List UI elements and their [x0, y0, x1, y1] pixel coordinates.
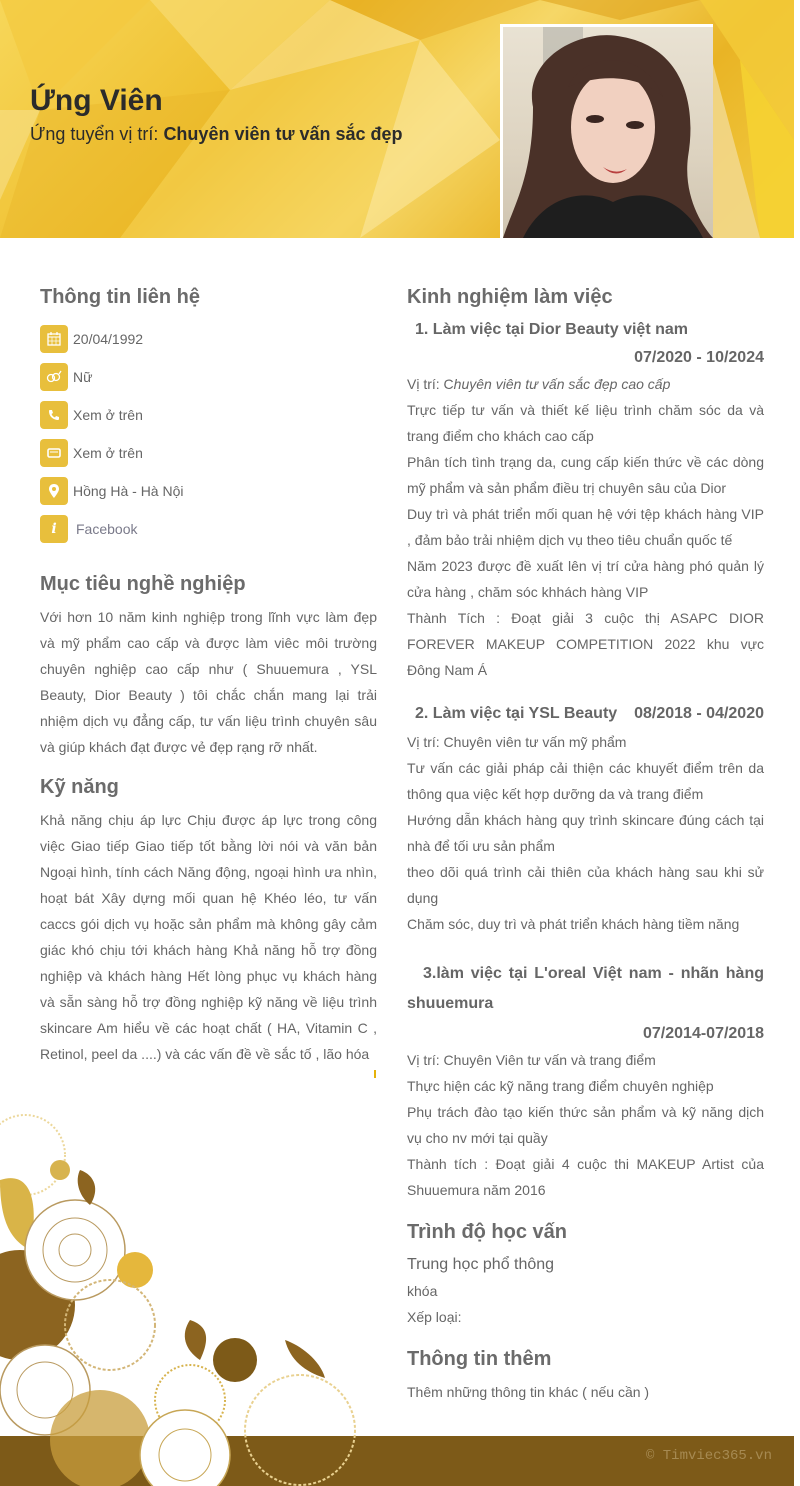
- info-icon: i: [40, 515, 68, 543]
- job-date: 07/2014-07/2018: [643, 1025, 764, 1042]
- contact-facebook: [40, 515, 377, 543]
- contact-phone: [40, 401, 377, 429]
- job-entry: [407, 959, 764, 1203]
- job-line: theo dõi quá trình cải thiên của khách hàng sau khi sử dụng: [407, 864, 764, 906]
- job-position-prefix: Vị trí: C: [407, 376, 454, 392]
- job-position-italic: huyên viên tư vấn sắc đẹp cao cấp: [453, 376, 671, 392]
- calendar-icon: [40, 325, 68, 353]
- job-position: Vị trí: Chuyên viên tư vấn mỹ phẩm: [407, 734, 627, 750]
- contact-email: [40, 439, 377, 467]
- decorative-tick: [374, 1070, 376, 1078]
- education-course: khóa: [407, 1283, 438, 1299]
- gender-icon: [40, 363, 68, 391]
- job-line: Chăm sóc, duy trì và phát triển khách hàng tiềm năng: [407, 916, 740, 932]
- email-value: Xem ở trên: [73, 445, 143, 461]
- applied-position-label: Ứng tuyển vị trí:: [30, 124, 164, 144]
- job-date: 07/2020 - 10/2024: [634, 349, 764, 366]
- objective-section-title: Mục tiêu nghề nghiệp: [40, 573, 246, 595]
- right-column: [407, 286, 764, 1405]
- job-line: Thành Tích : Đoạt giải 3 cuộc thị ASAPC DIOR FOREVER MAKEUP COMPETITION 2022 khu vực Đông Nam Á: [407, 610, 764, 678]
- avatar: [500, 24, 713, 238]
- copyright-text: © Timviec365.vn: [645, 1448, 772, 1464]
- skills-section-title: Kỹ năng: [40, 776, 119, 798]
- profile-photo: [503, 27, 713, 238]
- extra-text: Thêm những thông tin khác ( nếu cần ): [407, 1384, 650, 1400]
- job-title: 1. Làm việc tại Dior Beauty việt nam: [415, 321, 688, 338]
- left-column: [40, 286, 377, 1067]
- job-entry: [407, 705, 764, 937]
- job-line: Năm 2023 được đề xuất lên vị trí cửa hàng phó quản lý cửa hàng , chăm sóc khhách hàng VIP: [407, 558, 764, 600]
- job-title: 2. Làm việc tại YSL Beauty: [415, 705, 618, 722]
- portrait-illustration: [503, 27, 713, 238]
- contact-list: [40, 325, 377, 543]
- phone-value: Xem ở trên: [73, 407, 143, 423]
- skills-text: Khả năng chịu áp lực Chịu được áp lực trong công việc Giao tiếp Giao tiếp tốt bằng lời nói và văn bản Ngoại hình, tính cách Năng động, ngoại hình ưa nhìn, hoạt bát Xây dựng mối quan hệ Khéo léo, tư vấn caccs gói dịch vụ hoặc sản phẩm mà không gây cảm giác khó chịu tới khách hàng Khả năng hỗ trợ đồng nghiệp và khách hàng Hết lòng phục vụ khách hàng và sẵn sàng hỗ trợ đồng nghiệp kỹ năng về liệu trình skincare Am hiểu về các hoạt chất ( HA, Vitamin C , Retinol, peel da ....) và các vấn đề về sắc tố , lão hóa: [40, 812, 377, 1062]
- job-line: Hướng dẫn khách hàng quy trình skincare đúng cách tại nhà để tối ưu sản phẩm: [407, 812, 764, 854]
- facebook-link[interactable]: Facebook: [76, 521, 138, 537]
- extra-section-title: Thông tin thêm: [407, 1348, 552, 1370]
- gender-value: Nữ: [73, 369, 93, 385]
- job-position: Vị trí: Chuyên Viên tư vấn và trang điểm: [407, 1052, 656, 1068]
- education-section-title: Trình độ học vấn: [407, 1221, 568, 1243]
- job-line: Trực tiếp tư vấn và thiết kế liệu trình chăm sóc da và trang điểm cho khách cao cấp: [407, 402, 764, 444]
- email-icon: [40, 439, 68, 467]
- experience-section-title: Kinh nghiệm làm việc: [407, 286, 613, 308]
- floral-decoration: [0, 1110, 360, 1486]
- applied-position: [30, 124, 403, 145]
- education-rank: Xếp loại:: [407, 1309, 462, 1325]
- candidate-name: Ứng Viên: [30, 84, 163, 117]
- job-line: Thành tích : Đoạt giải 4 cuộc thi MAKEUP Artist của Shuuemura năm 2016: [407, 1156, 764, 1198]
- job-line: Phụ trách đào tạo kiến thức sản phẩm và kỹ năng dịch vụ cho nv mới tại quầy: [407, 1104, 764, 1146]
- cv-header: [0, 0, 794, 238]
- job-entry: [407, 321, 764, 683]
- contact-address: [40, 477, 377, 505]
- job-header: [407, 705, 764, 723]
- birthday-value: 20/04/1992: [73, 331, 144, 347]
- job-title: 3.làm việc tại L'oreal Việt nam - nhãn hàng shuuemura: [407, 965, 764, 1012]
- applied-position-value: Chuyên viên tư vấn sắc đẹp: [163, 124, 403, 144]
- job-line: Phân tích tình trạng da, cung cấp kiến thức về các dòng mỹ phẩm và sản phẩm điều trị chuyên sâu của Dior: [407, 454, 764, 496]
- job-date: 08/2018 - 04/2020: [634, 705, 764, 722]
- address-value: Hồng Hà - Hà Nội: [73, 483, 184, 499]
- education-school: Trung học phổ thông: [407, 1256, 555, 1273]
- contact-birthday: [40, 325, 377, 353]
- job-line: Thực hiện các kỹ năng trang điểm chuyên nghiệp: [407, 1078, 714, 1094]
- contact-section-title: Thông tin liên hệ: [40, 286, 200, 308]
- job-line: Duy trì và phát triển mối quan hệ với tệp khách hàng VIP , đảm bảo trải nhiệm dịch vụ theo tiêu chuẩn quốc tế: [407, 506, 764, 548]
- job-line: Tư vấn các giải pháp cải thiện các khuyết điểm trên da thông qua việc kết hợp dưỡng da và trang điểm: [407, 760, 764, 802]
- contact-gender: [40, 363, 377, 391]
- job-position: [407, 371, 764, 397]
- objective-text: Với hơn 10 năm kinh nghiệp trong lĩnh vực làm đẹp và mỹ phẩm cao cấp và được làm viêc môi trường chuyên nghiệp cao cấp như ( Shuuemura , YSL Beauty, Dior Beauty ) tôi chắc chắn mang lại trải nhiệm dịch vụ đẳng cấp, tư vấn liệu trình chuyên sâu và giúp khách đạt được vẻ đẹp rạng rỡ nhất.: [40, 609, 377, 755]
- phone-icon: [40, 401, 68, 429]
- location-icon: [40, 477, 68, 505]
